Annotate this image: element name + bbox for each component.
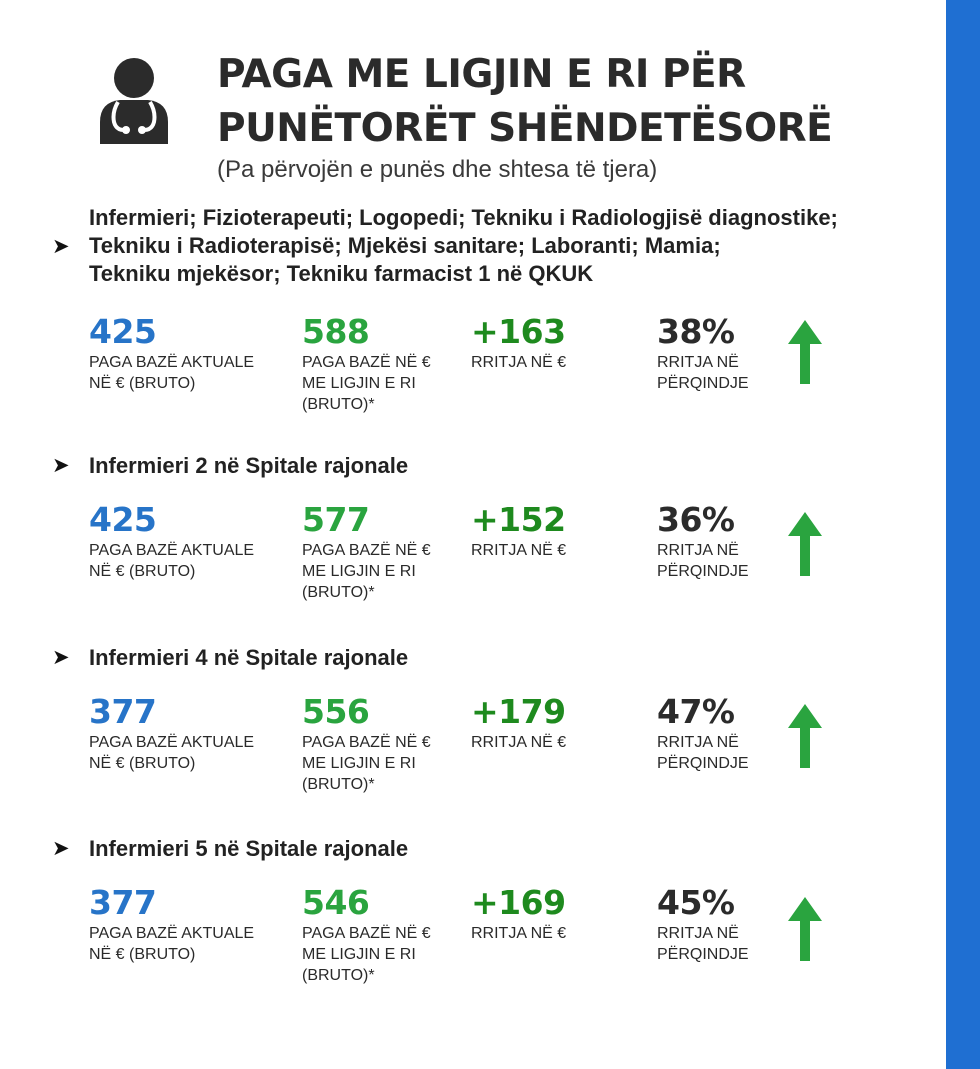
up-arrow-icon <box>786 318 824 386</box>
new-salary-value: 577 <box>302 500 370 539</box>
increase-eur <box>471 312 566 373</box>
increase-percent-label: RRITJA NË PËRQINDJE <box>657 925 749 963</box>
increase-eur-label: RRITJA NË € <box>471 925 567 942</box>
new-salary-label: PAGA BAZË NË € ME LIGJIN E RI (BRUTO)* <box>302 542 431 601</box>
increase-percent <box>657 692 749 774</box>
category-title <box>89 644 408 672</box>
category-title-line: Infermieri 4 në Spitale rajonale <box>89 645 409 670</box>
increase-percent-label: RRITJA NË PËRQINDJE <box>657 734 749 772</box>
new-salary-value: 556 <box>302 692 370 731</box>
category-title-line: Infermieri; Fizioterapeuti; Logopedi; Tekniku i Radiologjisë diagnostike; <box>89 205 838 230</box>
new-salary-value: 546 <box>302 883 370 922</box>
new-salary-value: 588 <box>302 312 370 351</box>
bullet-arrow-icon: ➤ <box>52 235 70 258</box>
increase-eur <box>471 883 566 944</box>
increase-percent-value: 47% <box>657 692 735 731</box>
doctor-icon <box>98 56 170 148</box>
bullet-arrow-icon: ➤ <box>52 646 70 669</box>
page-subtitle: (Pa përvojën e punës dhe shtesa të tjera) <box>217 156 658 183</box>
current-salary-value: 425 <box>89 500 157 539</box>
up-arrow-icon <box>786 510 824 578</box>
increase-percent <box>657 883 749 965</box>
up-arrow-icon <box>786 895 824 963</box>
category-title <box>89 204 838 288</box>
current-salary <box>89 883 254 965</box>
bullet-arrow-icon: ➤ <box>52 454 70 477</box>
increase-eur-value: +152 <box>471 500 566 539</box>
new-salary <box>302 500 431 603</box>
increase-percent-value: 36% <box>657 500 735 539</box>
new-salary-label: PAGA BAZË NË € ME LIGJIN E RI (BRUTO)* <box>302 354 431 413</box>
increase-eur-value: +179 <box>471 692 566 731</box>
increase-percent-label: RRITJA NË PËRQINDJE <box>657 542 749 580</box>
current-salary <box>89 500 254 582</box>
increase-percent <box>657 312 749 394</box>
increase-percent-value: 38% <box>657 312 735 351</box>
increase-eur <box>471 500 566 561</box>
current-salary-label: PAGA BAZË AKTUALE NË € (BRUTO) <box>89 354 255 392</box>
category-title-line: Tekniku i Radioterapisë; Mjekësi sanitare; Laboranti; Mamia; <box>89 233 721 258</box>
up-arrow-icon <box>786 702 824 770</box>
increase-percent-value: 45% <box>657 883 735 922</box>
current-salary-value: 425 <box>89 312 157 351</box>
current-salary-label: PAGA BAZË AKTUALE NË € (BRUTO) <box>89 734 255 772</box>
increase-eur-label: RRITJA NË € <box>471 354 567 371</box>
increase-percent <box>657 500 749 582</box>
current-salary-label: PAGA BAZË AKTUALE NË € (BRUTO) <box>89 542 255 580</box>
current-salary <box>89 692 254 774</box>
category-title <box>89 452 408 480</box>
category-title-line: Tekniku mjekësor; Tekniku farmacist 1 në QKUK <box>89 261 594 286</box>
current-salary-value: 377 <box>89 692 157 731</box>
increase-eur <box>471 692 566 753</box>
new-salary <box>302 312 431 415</box>
title-line-2: PUNËTORËT SHËNDETËSORË <box>217 106 833 151</box>
category-title-line: Infermieri 5 në Spitale rajonale <box>89 836 409 861</box>
new-salary <box>302 883 431 986</box>
category-title <box>89 835 408 863</box>
current-salary-label: PAGA BAZË AKTUALE NË € (BRUTO) <box>89 925 255 963</box>
bullet-arrow-icon: ➤ <box>52 837 70 860</box>
new-salary-label: PAGA BAZË NË € ME LIGJIN E RI (BRUTO)* <box>302 925 431 984</box>
increase-eur-label: RRITJA NË € <box>471 542 567 559</box>
right-accent-bar <box>946 0 980 1069</box>
increase-eur-value: +169 <box>471 883 566 922</box>
increase-percent-label: RRITJA NË PËRQINDJE <box>657 354 749 392</box>
page-title <box>217 48 917 156</box>
new-salary <box>302 692 431 795</box>
current-salary-value: 377 <box>89 883 157 922</box>
title-line-1: PAGA ME LIGJIN E RI PËR <box>217 52 746 97</box>
new-salary-label: PAGA BAZË NË € ME LIGJIN E RI (BRUTO)* <box>302 734 431 793</box>
increase-eur-value: +163 <box>471 312 566 351</box>
current-salary <box>89 312 254 394</box>
category-title-line: Infermieri 2 në Spitale rajonale <box>89 453 409 478</box>
increase-eur-label: RRITJA NË € <box>471 734 567 751</box>
